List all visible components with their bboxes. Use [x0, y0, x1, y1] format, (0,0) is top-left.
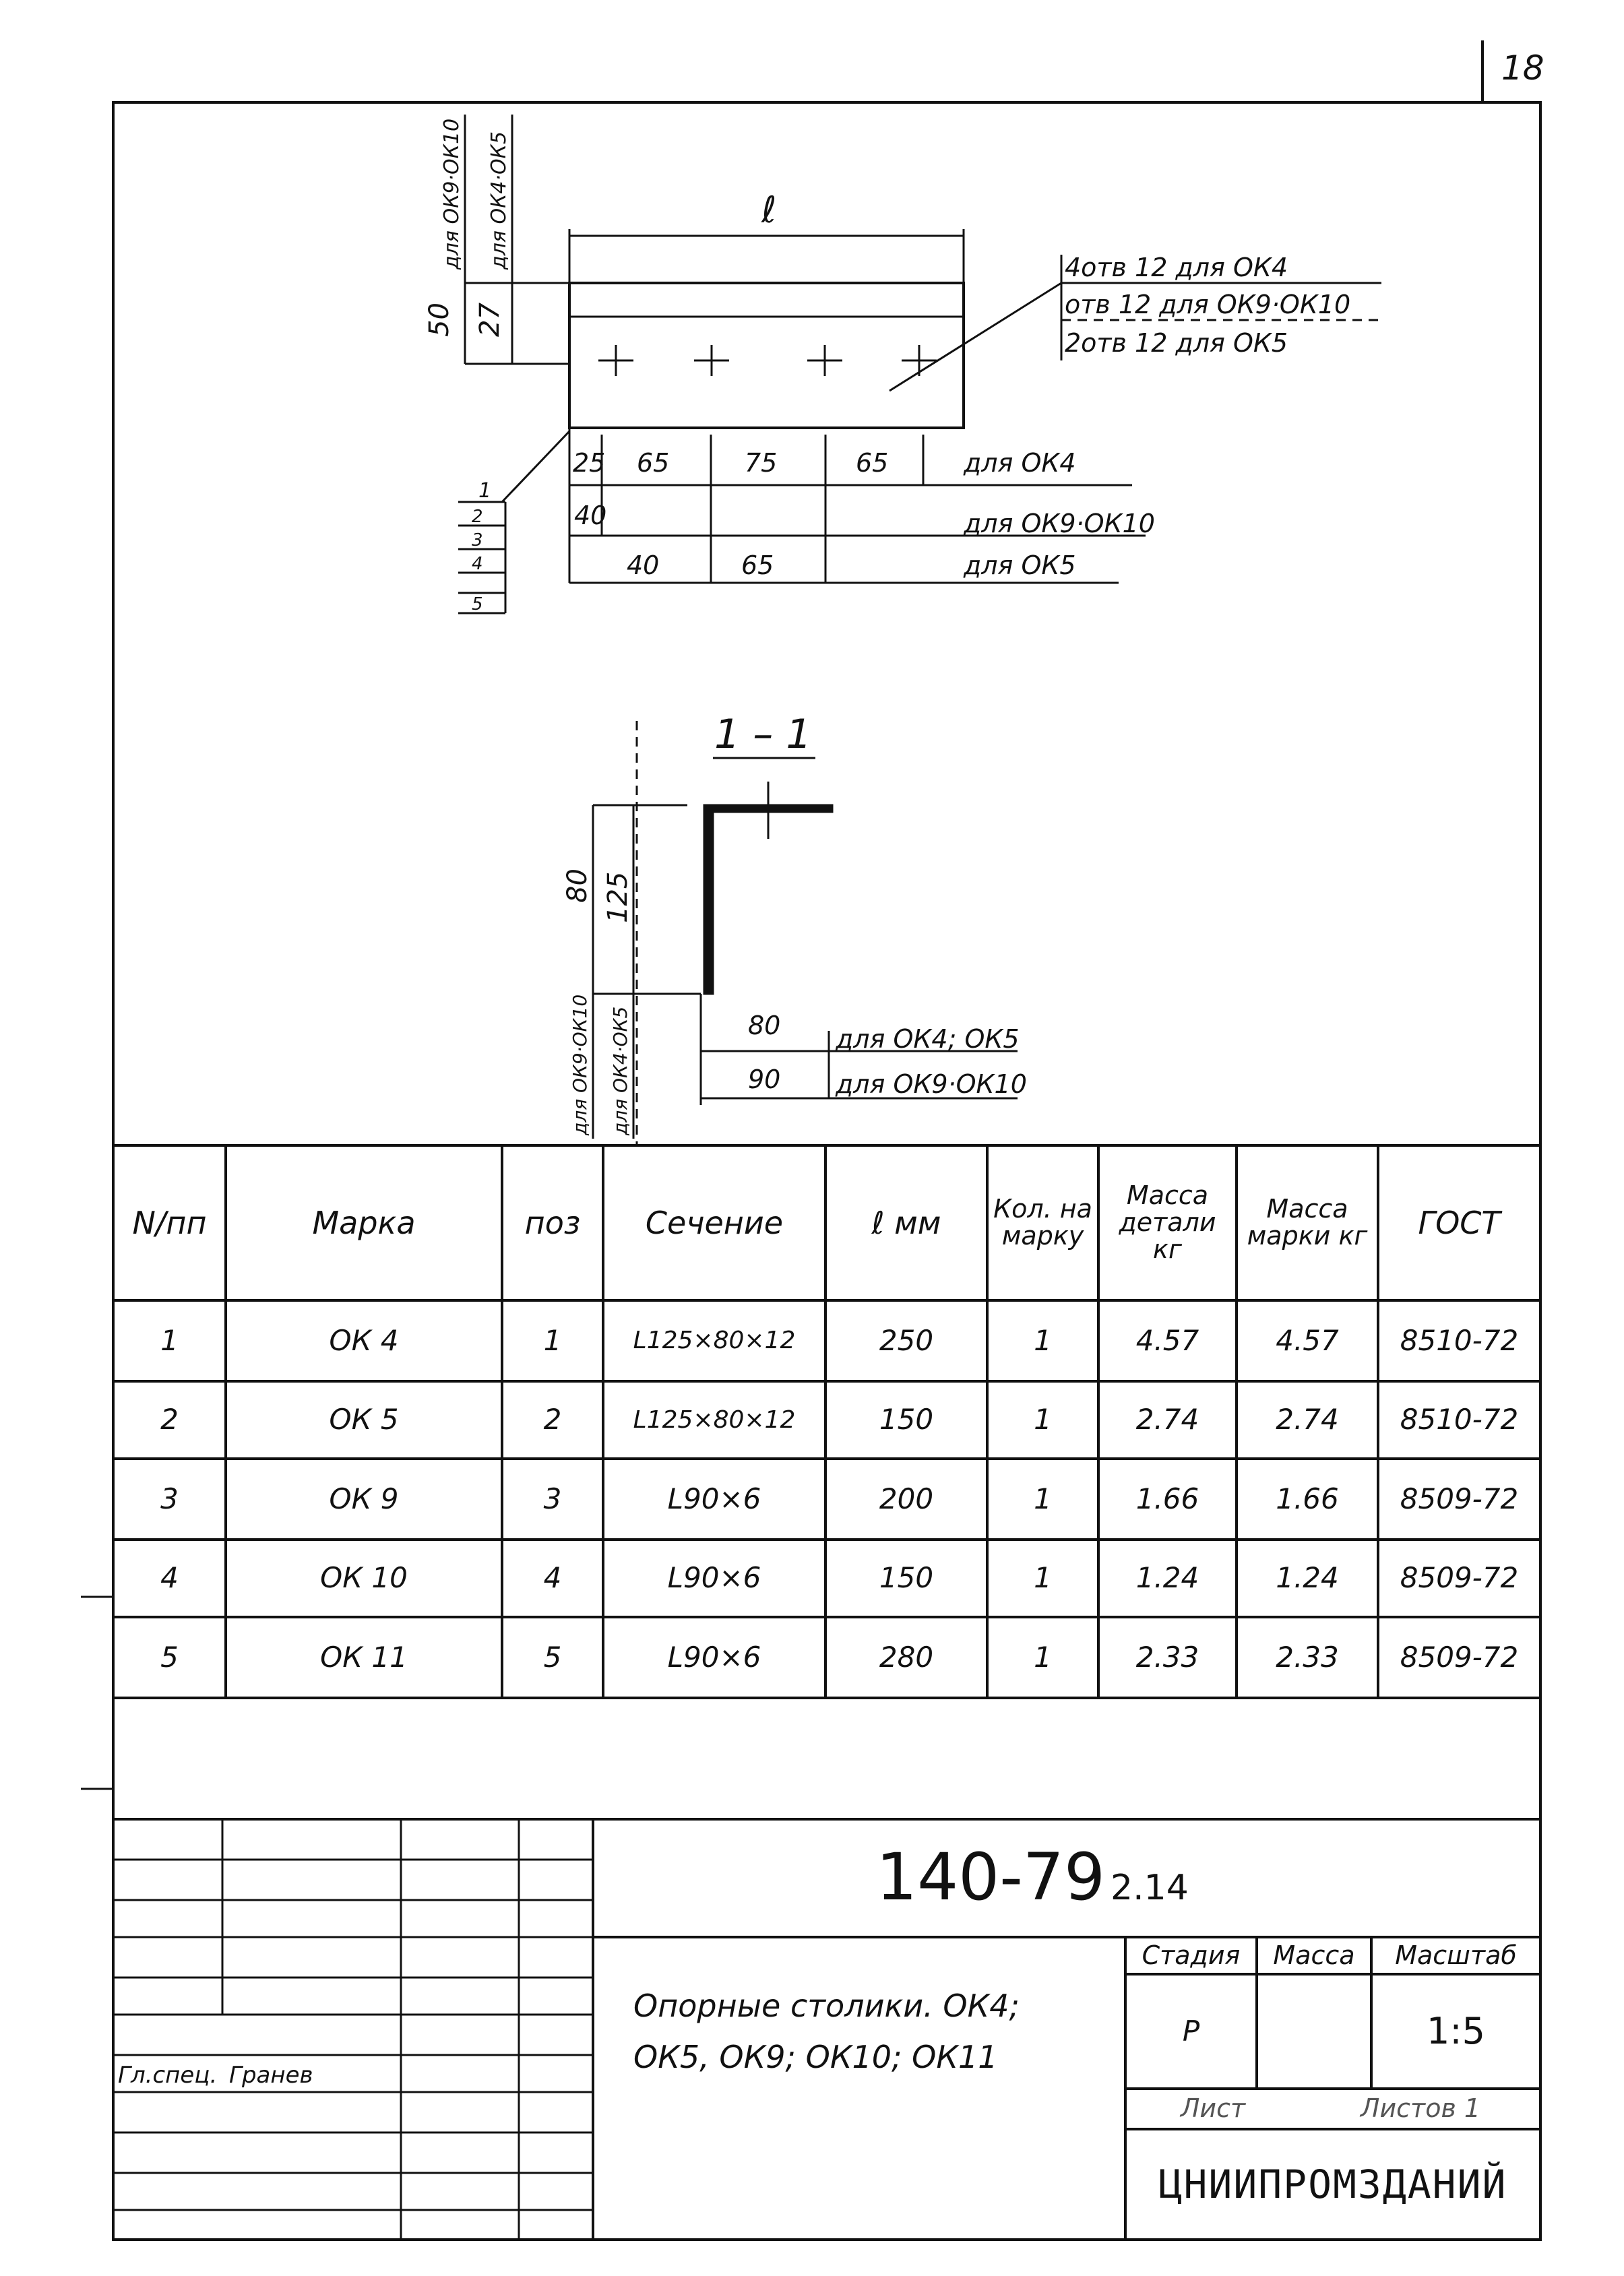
header-mass-part: Масса детали кг: [1119, 1180, 1216, 1264]
mass-label: Масса: [1273, 1940, 1355, 1970]
table-cell-mass-part: 1.66: [1135, 1482, 1199, 1515]
table-cell-pos: 2: [543, 1403, 562, 1436]
svg-text:для ОК4·ОК5: для ОК4·ОК5: [487, 131, 511, 270]
svg-text:40: 40: [574, 501, 607, 530]
signer-name: Гранев: [229, 2062, 313, 2089]
table-cell-gost: 8510-72: [1400, 1403, 1519, 1436]
header-mass-mark: Масса марки кг: [1247, 1194, 1368, 1251]
table-cell-mark: ОК 9: [329, 1482, 399, 1515]
table-cell-mass-part: 1.24: [1135, 1561, 1199, 1595]
svg-text:для ОК5: для ОК5: [964, 550, 1076, 580]
table-cell-qty: 1: [1034, 1482, 1052, 1515]
table-cell-mass-part: 2.74: [1135, 1403, 1199, 1436]
table-cell-section: L90×6: [667, 1561, 761, 1595]
table-cell-mark: ОК 10: [320, 1561, 408, 1595]
table-cell-qty: 1: [1034, 1403, 1052, 1436]
sheet-ref: 2.14: [1111, 1868, 1189, 1908]
table-cell-length: 150: [879, 1561, 934, 1595]
svg-text:для ОК4; ОК5: для ОК4; ОК5: [836, 1024, 1020, 1054]
table-cell-num: 3: [160, 1482, 179, 1515]
sheets-label: Листов 1: [1360, 2093, 1481, 2124]
svg-text:5: 5: [472, 594, 483, 614]
table-cell-pos: 3: [543, 1482, 562, 1515]
stage-value: Р: [1182, 2014, 1200, 2048]
title-line-2: ОК5, ОК9; ОК10; ОК11: [633, 2038, 998, 2075]
table-cell-length: 280: [879, 1640, 934, 1674]
svg-text:для ОК9·ОК10: для ОК9·ОК10: [440, 118, 464, 270]
table-cell-length: 250: [879, 1323, 934, 1357]
table-cell-num: 2: [160, 1403, 179, 1436]
holes: [598, 345, 937, 376]
header-length: ℓ мм: [871, 1204, 941, 1241]
table-cell-pos: 1: [543, 1323, 562, 1357]
table-cell-mass-mark: 1.24: [1276, 1561, 1339, 1595]
header-mark: Марка: [312, 1204, 416, 1241]
svg-text:для ОК9·ОК10: для ОК9·ОК10: [836, 1069, 1027, 1099]
table-cell-section: L90×6: [667, 1482, 761, 1515]
table-cell-mass-part: 4.57: [1135, 1323, 1199, 1357]
table-cell-mass-mark: 1.66: [1276, 1482, 1339, 1515]
top-view: [424, 115, 1381, 614]
svg-text:65: 65: [741, 550, 774, 580]
table-cell-section: L125×80×12: [633, 1405, 796, 1434]
svg-text:80: 80: [562, 868, 593, 903]
drawing-title: [633, 1981, 1105, 2083]
organization: ЦНИИПРОМЗДАНИЙ: [1158, 2161, 1507, 2207]
table-cell-mass-mark: 4.57: [1276, 1323, 1339, 1357]
hole-note-2: отв 12 для ОК9·ОК10: [1065, 290, 1351, 319]
section-view: [562, 711, 1027, 1145]
svg-text:65: 65: [856, 448, 889, 478]
svg-text:2: 2: [472, 507, 483, 527]
svg-text:для ОК9·ОК10: для ОК9·ОК10: [964, 509, 1155, 538]
table-cell-qty: 1: [1034, 1561, 1052, 1595]
svg-text:27: 27: [474, 303, 505, 337]
header-pos: поз: [524, 1204, 581, 1241]
section-title: 1 – 1: [714, 711, 812, 758]
table-cell-pos: 5: [543, 1640, 562, 1674]
scale-value: 1:5: [1427, 2009, 1485, 2052]
doc-number: 140-79 2.14: [876, 1839, 1189, 1915]
table-cell-num: 4: [160, 1561, 179, 1595]
mass-value: [1257, 1974, 1371, 2089]
svg-text:50: 50: [424, 303, 455, 337]
svg-text:4: 4: [472, 554, 483, 574]
page-number: 18: [1501, 49, 1544, 88]
header-section: Сечение: [645, 1204, 784, 1241]
svg-text:3: 3: [472, 530, 483, 550]
svg-text:для ОК9·ОК10: для ОК9·ОК10: [569, 994, 591, 1135]
table-cell-gost: 8510-72: [1400, 1323, 1519, 1357]
signer-role: Гл.спец.: [118, 2062, 218, 2089]
table-cell-section: L90×6: [667, 1640, 761, 1674]
sheet-label: Лист: [1180, 2093, 1246, 2124]
hole-note-3: 2отв 12 для ОК5: [1065, 328, 1288, 358]
table-cell-num: 1: [160, 1323, 179, 1357]
length-label: ℓ: [761, 189, 777, 231]
svg-text:для ОК4: для ОК4: [964, 448, 1076, 478]
table-cell-num: 5: [160, 1640, 179, 1674]
plate-outline: [569, 283, 964, 428]
stage-label: Стадия: [1142, 1940, 1241, 1970]
svg-text:25: 25: [573, 448, 606, 478]
table-cell-qty: 1: [1034, 1640, 1052, 1674]
scale-label: Масштаб: [1395, 1940, 1517, 1970]
table-cell-qty: 1: [1034, 1323, 1052, 1357]
title-line-1: Опорные столики. ОК4;: [633, 1988, 1020, 2024]
svg-text:1: 1: [478, 479, 492, 503]
header-num: N/пп: [132, 1204, 207, 1241]
table-cell-section: L125×80×12: [633, 1327, 796, 1355]
hole-note-1: 4отв 12 для ОК4: [1065, 253, 1288, 282]
table-cell-mark: ОК 11: [320, 1640, 408, 1674]
header-gost: ГОСТ: [1418, 1204, 1501, 1241]
table-cell-gost: 8509-72: [1400, 1482, 1519, 1515]
table-cell-mass-mark: 2.74: [1276, 1403, 1339, 1436]
svg-text:125: 125: [602, 871, 633, 923]
table-cell-mark: ОК 4: [329, 1323, 399, 1357]
table-cell-mark: ОК 5: [329, 1403, 399, 1436]
svg-text:65: 65: [637, 448, 670, 478]
svg-text:для ОК4·ОК5: для ОК4·ОК5: [609, 1006, 631, 1135]
table-cell-length: 150: [879, 1403, 934, 1436]
svg-text:80: 80: [748, 1011, 781, 1040]
table-cell-gost: 8509-72: [1400, 1640, 1519, 1674]
svg-text:75: 75: [745, 448, 778, 478]
svg-text:40: 40: [627, 550, 660, 580]
table-cell-mass-mark: 2.33: [1276, 1640, 1339, 1674]
table-cell-mass-part: 2.33: [1135, 1640, 1199, 1674]
header-qty: Кол. на марку: [993, 1194, 1092, 1251]
svg-text:90: 90: [748, 1065, 781, 1094]
table-cell-length: 200: [879, 1482, 934, 1515]
table-cell-gost: 8509-72: [1400, 1561, 1519, 1595]
table-cell-pos: 4: [543, 1561, 562, 1595]
